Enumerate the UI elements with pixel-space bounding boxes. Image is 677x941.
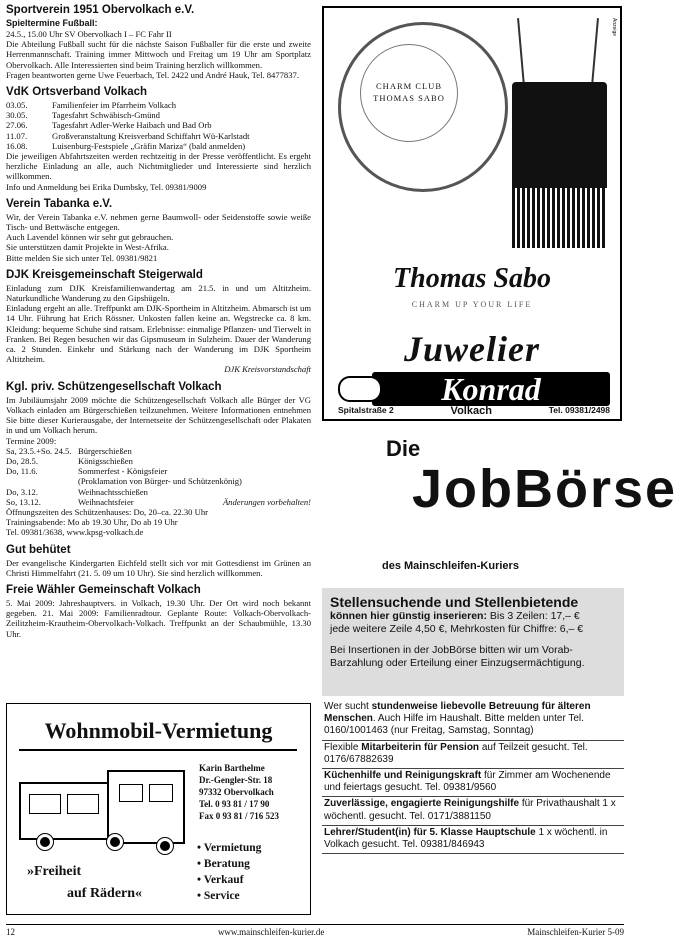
- ad-title: Wohnmobil-Vermietung: [44, 718, 273, 743]
- event-text: Tagesfahrt Adler-Werke Haibach und Bad Orb: [52, 120, 212, 131]
- website-link[interactable]: www.mainschleifen-kurier.de: [217, 927, 325, 937]
- signature: DJK Kreisvorstandschaft: [224, 364, 311, 375]
- section-schuetzen: [6, 381, 311, 538]
- info-line: [330, 610, 616, 623]
- event-date: [6, 476, 78, 486]
- paragraph: Trainingsabende: Mo ab 19.30 Uhr, Do ab 19 Uhr: [6, 517, 178, 528]
- event-date: 16.08.: [6, 140, 28, 151]
- section-title: DJK Kreisgemeinschaft Steigerwald: [6, 268, 203, 281]
- event-date: Do, 11.6.: [6, 466, 38, 477]
- event-row: [6, 141, 311, 151]
- divider: [19, 749, 297, 751]
- paragraph: Die Abteilung Fußball sucht für die nächste Saison Fußballer für die erste und zweite Herrenmannschaft. Training immer Mittwoch und Freitag um 19 Uhr am Sportplatz Obervolkach. Alle Interessierten sind beim Training herzlich willkommen.: [6, 39, 311, 70]
- jobboerse-section: [322, 428, 677, 696]
- paragraph: Im Jubiläumsjahr 2009 möchte die Schützengesellschaft Volkach alle Bürger der VG Volkach einladen am Bürgerschießen teilzunehmen. Weitere Informationen entnehmen Sie bitte dieser Kurierausgabe, der Internetseite der Schützengesellschaft oder Plakaten in und um Volkach herum.: [6, 394, 311, 436]
- camper-window: [149, 784, 173, 802]
- left-column: [6, 4, 311, 645]
- paragraph: Einladung ergeht an alle. Treffpunkt am DJK-Sportheim in Altitzheim. Abmarsch ist um 14 Uhr. Führung hat Erich Rössner. Unkosten fallen keine an. Wegstrecke ca. 8 km. Kleidung: bequeme Schuhe sind ratsam. Erlebnisse: einmalige Pflanzen- und Tierwelt in Franken. Bei Regen besuchen wir das Gipsmuseum in Sulzheim. Dauer der Wanderung ca. 2 Stunden. Einkehr und Stärkung nach der Wanderung im DJK Sportheim Altitzheim.: [6, 303, 311, 365]
- event-row: [6, 497, 311, 507]
- service-item: • Service: [197, 890, 240, 902]
- event-row: [6, 100, 311, 110]
- paragraph: Fragen beantworten gerne Uwe Feuerbach, Tel. 2422 und André Hauk, Tel. 8477837.: [6, 69, 299, 80]
- pouch-string: [591, 18, 599, 86]
- section-gut-behuetet: [6, 544, 311, 578]
- list-item: Wer sucht stundenweise liebevolle Betreuung für älteren Menschen. Auch Hilfe im Haushalt. Bitte melden unter Tel. 0160/1001463 (nur Freitag, Samstag, Sonntag): [322, 700, 624, 741]
- konrad-text: Konrad: [441, 371, 541, 407]
- event-text: Weihnachtsfeier: [78, 496, 134, 507]
- event-row: [6, 446, 311, 456]
- phone: Tel. 09381/2498: [548, 405, 610, 415]
- camper-window: [29, 794, 61, 814]
- event-text: Weihnachtsschießen: [78, 486, 148, 497]
- event-row: [6, 120, 311, 130]
- service-item: • Vermietung: [197, 842, 262, 854]
- section-title: Verein Tabanka e.V.: [6, 197, 113, 210]
- event-date: Sa, 23.5.+So. 24.5.: [6, 445, 72, 456]
- section-djk: [6, 269, 311, 375]
- service-item: • Verkauf: [197, 874, 244, 886]
- event-row: [6, 456, 311, 466]
- event-date: 03.05.: [6, 100, 28, 111]
- info-line: Bei Insertionen in der JobBörse bitten wir um Vorab-Barzahlung oder Erteilung einer Einzugsermächtigung.: [330, 644, 585, 669]
- slogan: »Freiheit: [27, 864, 82, 879]
- jobboerse-subtitle: des Mainschleifen-Kuriers: [382, 560, 519, 572]
- list-item: Lehrer/Student(in) für 5. Klasse Hauptschule 1 x wöchentl. in Volkach gesucht. Tel. 09381/846943: [322, 826, 624, 854]
- vertical-label: Anzeige: [611, 18, 617, 37]
- pouch-string: [517, 18, 525, 86]
- section-tabanka: [6, 198, 311, 263]
- event-date: Do, 28.5.: [6, 455, 38, 466]
- list-item: Flexible Mitarbeiterin für Pension auf Teilzeit gesucht. Tel. 0176/67882639: [322, 741, 624, 769]
- contact-line: Dr.-Gengler-Str. 18: [199, 775, 273, 785]
- event-row: [6, 110, 311, 120]
- contact-block: [199, 762, 279, 822]
- event-row: [6, 131, 311, 141]
- charm-club-text: CHARM CLUB THOMAS SABO: [373, 81, 445, 103]
- konrad-logo: [338, 370, 610, 410]
- diamond-icon: [338, 376, 382, 402]
- jobboerse-info-box: [322, 588, 624, 696]
- thomas-sabo-logo: Thomas Sabo: [393, 263, 551, 294]
- event-date: So, 13.12.: [6, 496, 41, 507]
- event-row: [6, 476, 311, 486]
- section-sportverein: [6, 4, 311, 80]
- paragraph: Die jeweiligen Abfahrtszeiten werden rechtzeitig in der Presse veröffentlicht. Es ergeht herzliche Einladung an alle, auch Nichtmitglieder und Interessierte sind herzlich willkommen.: [6, 151, 311, 182]
- event-text: Königsschießen: [78, 455, 133, 466]
- service-item: • Beratung: [197, 858, 250, 870]
- paragraph: Einladung zum DJK Kreisfamilienwandertag am 21.5. in und um Altitzheim. Naturkundliche Wanderung zu den Gipshügeln.: [6, 282, 311, 304]
- contact-line: 97332 Obervolkach: [199, 787, 274, 797]
- paragraph: Tel. 09381/3638, www.kpsg-volkach.de: [6, 527, 144, 538]
- paragraph: 5. Mai 2009: Jahreshauptvers. in Volkach, 19.30 Uhr. Der Ort wird noch bekannt gegeben. 21. Mai 2009: Familienradtour. Geplante Route: Volkach-Obervolkach-Zeilitzheim-Krautheim-Obervolkach-Volkach. Treffpunkt an der Schaubmühle, 13.30 Uhr.: [6, 597, 311, 639]
- event-row: [6, 466, 311, 476]
- die-text: Die: [386, 436, 421, 461]
- paragraph: Der evangelische Kindergarten Eichfeld stellt sich vor mit Gottesdienst im Grünen an Christi Himmelfahrt (21. 5. 09 um 10 Uhr). Sie sind herzlich willkommen.: [6, 557, 311, 578]
- section-vdk: [6, 86, 311, 192]
- note: Änderungen vorbehalten!: [222, 496, 311, 507]
- paragraph: Info und Anmeldung bei Erika Dumbsky, Tel. 09381/9009: [6, 181, 207, 192]
- issue-label: Mainschleifen-Kurier 5-09: [527, 927, 624, 937]
- jobboerse-logo: [322, 428, 677, 578]
- contact-line: Karin Barthelme: [199, 763, 265, 773]
- event-row: [6, 487, 311, 497]
- juwelier-title: Juwelier: [403, 329, 540, 369]
- camper-window: [119, 784, 143, 802]
- paragraph: Auch Lavendel können wir sehr gut gebrauchen.: [6, 232, 174, 243]
- event-text: Luisenburg-Festspiele „Gräfin Mariza“ (bald anmelden): [52, 140, 246, 151]
- paragraph: Öffnungszeiten des Schützenhauses: Do, 20–ca. 22.30 Uhr: [6, 506, 208, 517]
- event-date: 27.06.: [6, 120, 28, 131]
- info-price: Bis 3 Zeilen: 17,– €: [486, 610, 580, 622]
- tagline: CHARM UP YOUR LIFE: [411, 300, 533, 309]
- section-title: Freie Wähler Gemeinschaft Volkach: [6, 583, 201, 596]
- event-text: Tagesfahrt Schwäbisch-Gmünd: [52, 110, 160, 121]
- city: Volkach: [450, 405, 492, 417]
- termine-label: Termine 2009:: [6, 435, 57, 446]
- street: Spitalstraße 2: [338, 405, 394, 415]
- wheel-icon: [107, 834, 123, 850]
- list-item: Zuverlässige, engagierte Reinigungshilfe für Privathaushalt 1 x wöchentl. gesucht. Tel. 0171/3881150: [322, 797, 624, 825]
- event-date: Do, 3.12.: [6, 486, 38, 497]
- contact-line: Fax 0 93 81 / 716 523: [199, 811, 279, 821]
- event-text: Bürgerschießen: [78, 445, 132, 456]
- section-title: Gut behütet: [6, 543, 71, 556]
- event-text: (Proklamation von Bürger- und Schützenkönig): [78, 476, 242, 487]
- section-subtitle: Spieltermine Fußball:: [6, 18, 98, 28]
- event-text: Familienfeier im Pfarrheim Volkach: [52, 100, 177, 111]
- event-date: 30.05.: [6, 110, 28, 121]
- event-date: 11.07.: [6, 130, 28, 141]
- slogan: auf Rädern«: [67, 886, 143, 901]
- page-footer: [6, 924, 624, 937]
- section-title: Kgl. priv. Schützengesellschaft Volkach: [6, 380, 222, 393]
- pouch-fringe: [512, 188, 607, 248]
- paragraph: 24.5., 15.00 Uhr SV Obervolkach I – FC Fahr II: [6, 29, 172, 39]
- event-text: Großveranstaltung Kreisverband Schiffahrt Wü-Karlstadt: [52, 130, 250, 141]
- ad-wohnmobil[interactable]: [6, 703, 311, 915]
- address-line: [338, 405, 610, 417]
- wheel-icon: [157, 838, 173, 854]
- paragraph: Wir, der Verein Tabanka e.V. nehmen gerne Baumwoll- oder Seidenstoffe sowie weiße Tisch- und Bettwäsche entgegen.: [6, 211, 311, 233]
- paragraph: Sie unterstützen damit Projekte in West-Afrika.: [6, 242, 169, 253]
- wheel-icon: [37, 834, 53, 850]
- paragraph: Bitte melden Sie sich unter Tel. 09381/9821: [6, 252, 158, 263]
- info-heading: Stellensuchende und Stellenbietende: [330, 594, 579, 610]
- info-bold: können hier günstig inserieren:: [330, 610, 487, 622]
- camper-window: [67, 794, 99, 814]
- contact-line: Tel. 0 93 81 / 17 90: [199, 799, 270, 809]
- page-number: 12: [6, 927, 15, 937]
- camper-image: [107, 770, 185, 844]
- section-title: VdK Ortsverband Volkach: [6, 86, 148, 99]
- info-line: jede weitere Zeile 4,50 €, Mehrkosten für Chiffre: 6,– €: [330, 623, 584, 635]
- section-freie-waehler: [6, 584, 311, 639]
- job-listings: [322, 700, 624, 854]
- services-list: [197, 840, 261, 904]
- ad-juwelier-konrad[interactable]: [322, 6, 622, 421]
- list-item: Küchenhilfe und Reinigungskraft für Zimmer am Wochenende und feiertags gesucht. Tel. 09381/9560: [322, 769, 624, 797]
- jobboerse-title: JobBörse: [412, 459, 677, 519]
- event-text: Sommerfest - Königsfeier: [78, 466, 168, 477]
- section-title: Sportverein 1951 Obervolkach e.V.: [6, 4, 195, 16]
